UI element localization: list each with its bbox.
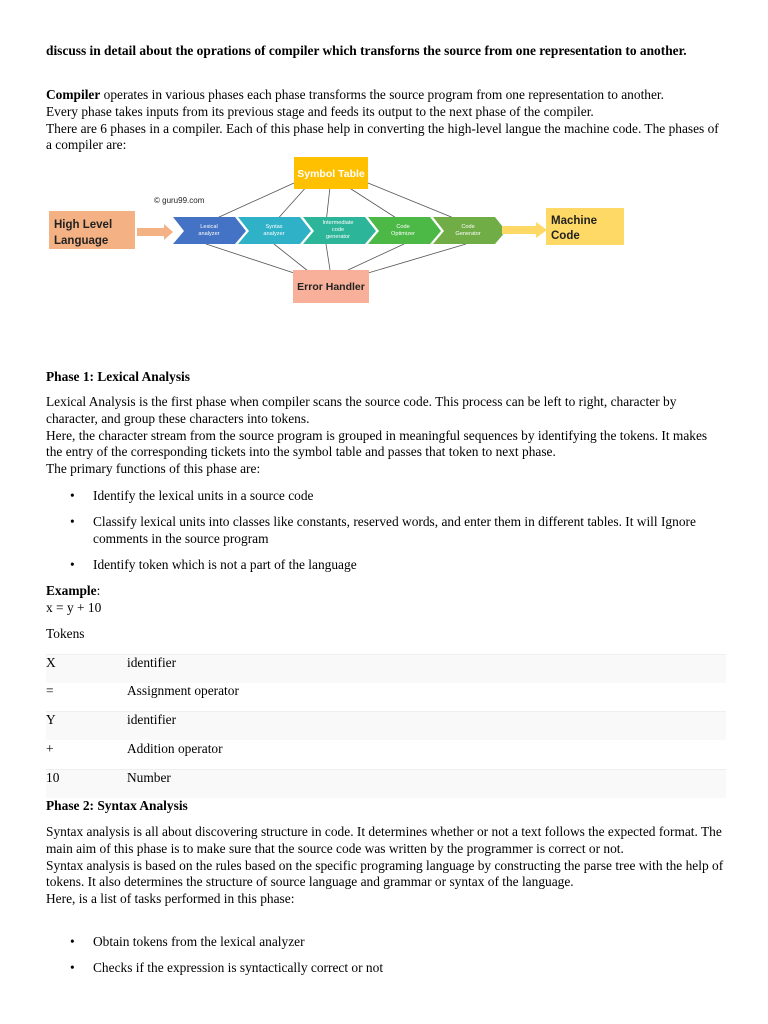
question-heading: discuss in detail about the oprations of compiler which transforns the source from one representation to another.: [46, 43, 687, 58]
list-item: • Classify lexical units into classes like constants, reserved words, and enter them in different tables. It will Ignore comments in the source program: [70, 514, 696, 546]
example-expression: x = y + 10: [46, 599, 102, 615]
phase2-text-1: Syntax analysis is all about discovering structure in code. It determines whether or not a text follows the expected format. The main aim of this phase is to make sure that the source code was written by the programmer is correct or not.: [46, 824, 722, 856]
compiler-term: Compiler: [46, 87, 101, 102]
table-row: = Assignment operator: [46, 683, 239, 698]
intro-line-1: operates in various phases each phase transforms the source program from one representation to another.: [100, 87, 664, 102]
phase-label-syntax-2: analyzer: [263, 231, 285, 237]
intro-line-2: Every phase takes inputs from its previous stage and feeds its output to the next phase of the compiler.: [46, 103, 594, 119]
output-label-line2: Code: [551, 230, 580, 242]
input-arrow: [137, 224, 173, 240]
bullet-icon: •: [70, 514, 75, 529]
input-label-line1: High Level: [54, 219, 113, 231]
error-handler-label: Error Handler: [297, 281, 365, 293]
copyright-label: © guru99.com: [154, 196, 205, 205]
phase2-heading: Phase 2: Syntax Analysis: [46, 798, 188, 813]
bullet-icon: •: [70, 488, 75, 503]
list-item: • Obtain tokens from the lexical analyzer: [70, 934, 305, 949]
phase-label-lexical-2: analyzer: [198, 231, 220, 237]
phase-label-optimizer-2: Optimizer: [391, 231, 415, 237]
output-label-line1: Machine: [551, 215, 598, 227]
phase1-paragraph: [46, 394, 726, 478]
output-arrow: [502, 222, 547, 238]
table-row: + Addition operator: [46, 741, 223, 756]
phase-label-lexical-1: Lexical: [200, 224, 218, 230]
phase1-text-3: The primary functions of this phase are:: [46, 461, 261, 477]
phase-label-syntax-1: Syntax: [265, 224, 283, 230]
phase-label-intermediate-3: generator: [326, 234, 350, 240]
list-item: • Identify token which is not a part of the language: [70, 557, 357, 572]
tokens-label: Tokens: [46, 626, 85, 641]
table-row: X identifier: [46, 654, 726, 683]
phase1-text-1: Lexical Analysis is the first phase when compiler scans the source code. This process can be left to right, character by character, and group these characters into tokens.: [46, 394, 677, 426]
symbol-table-label: Symbol Table: [297, 168, 365, 180]
phase1-text-2: Here, the character stream from the source program is grouped in meaningful sequences by identifying the tokens. It makes the entry of the corresponding tickets into the symbol table and passes that token to next phase.: [46, 427, 708, 460]
example-label: Example: [46, 583, 97, 598]
bullet-icon: •: [70, 934, 75, 949]
intro-paragraph: [46, 87, 726, 154]
bullet-icon: •: [70, 960, 75, 975]
phase2-text-3: Here, is a list of tasks performed in this phase:: [46, 891, 295, 907]
table-row: Y identifier: [46, 711, 726, 740]
bullet-icon: •: [70, 557, 75, 572]
example-block: Example: x = y + 10: [46, 583, 726, 617]
intro-line-3: There are 6 phases in a compiler. Each of this phase help in converting the high-level langue the machine code. The phases of a compiler are:: [46, 120, 719, 153]
phase1-heading: Phase 1: Lexical Analysis: [46, 369, 190, 384]
phase-label-optimizer-1: Code: [396, 224, 410, 230]
input-label-line2: Language: [54, 235, 109, 247]
phase-label-intermediate-2: code: [331, 227, 345, 233]
table-row: 10 Number: [46, 769, 726, 798]
phase-label-generator-2: Generator: [455, 231, 481, 237]
phase-label-generator-1: Code: [461, 224, 475, 230]
phase2-paragraph: [46, 824, 726, 908]
phase-label-intermediate-1: Intermediate: [322, 220, 354, 226]
list-item: • Identify the lexical units in a source code: [70, 488, 314, 503]
list-item: • Checks if the expression is syntactically correct or not: [70, 960, 384, 975]
compiler-phases-diagram: [46, 155, 636, 307]
phase2-text-2: Syntax analysis is based on the rules based on the specific programing language by constructing the parse tree with the help of tokens. It also determines the structure of source language and grammar or syntax of the language.: [46, 857, 724, 890]
